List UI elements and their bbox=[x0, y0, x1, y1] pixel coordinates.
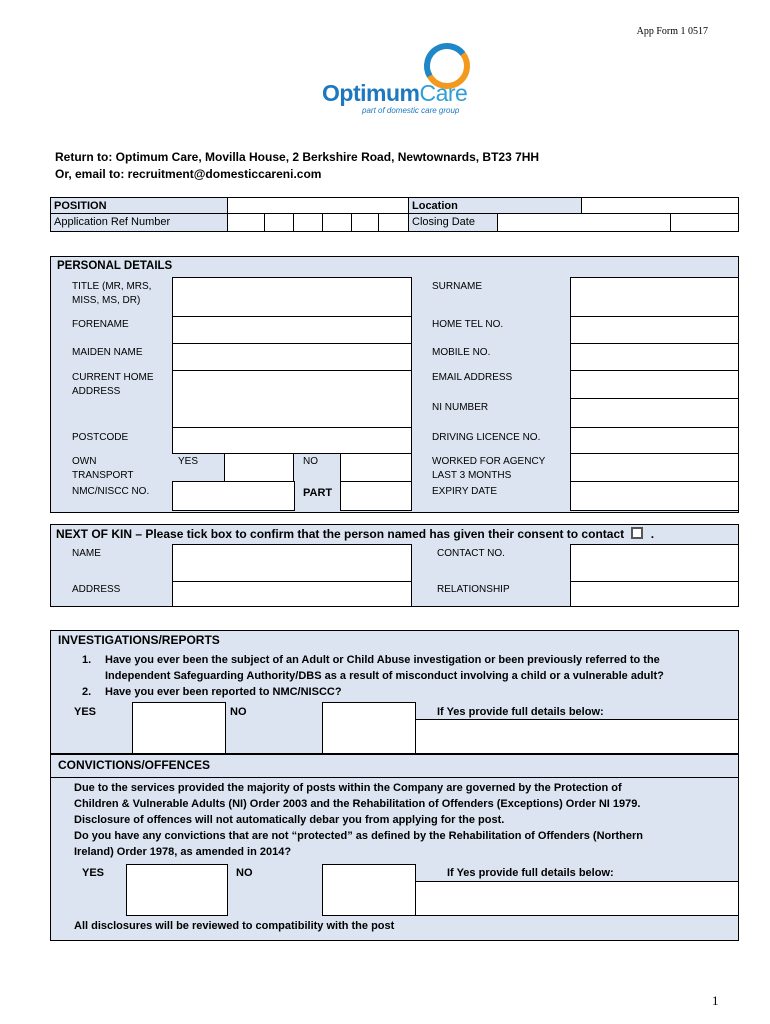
kin-address-input[interactable] bbox=[172, 581, 412, 607]
personal-details-header: PERSONAL DETAILS bbox=[57, 260, 173, 272]
convictions-yes-label: YES bbox=[82, 867, 105, 879]
logo-brand-part1: Optimum bbox=[322, 80, 420, 106]
ni-number-input[interactable] bbox=[570, 398, 739, 428]
own-transport-yes-box[interactable] bbox=[224, 453, 294, 482]
convictions-text-line1: Due to the services provided the majority of posts within the Company are governed by the Protection of bbox=[74, 782, 622, 794]
app-ref-box-2[interactable] bbox=[264, 213, 294, 232]
app-ref-box-6[interactable] bbox=[378, 213, 409, 232]
investigations-details-label: If Yes provide full details below: bbox=[437, 706, 604, 718]
logo bbox=[322, 40, 492, 120]
convictions-details-input[interactable] bbox=[415, 881, 739, 916]
email-input[interactable] bbox=[570, 370, 739, 399]
worked-agency-input[interactable] bbox=[570, 453, 739, 482]
app-ref-box-4[interactable] bbox=[322, 213, 352, 232]
investigations-q1-line2: Independent Safeguarding Authority/DBS as a result of misconduct involving a child or a vulnerable adult? bbox=[105, 670, 664, 682]
kin-contact-input[interactable] bbox=[570, 544, 739, 582]
home-tel-input[interactable] bbox=[570, 316, 739, 344]
closing-date-label: Closing Date bbox=[412, 216, 475, 228]
nmc-label: NMC/NISCC NO. bbox=[72, 486, 150, 497]
expiry-date-input[interactable] bbox=[570, 481, 739, 511]
convictions-details-label: If Yes provide full details below: bbox=[447, 867, 614, 879]
kin-relationship-label: RELATIONSHIP bbox=[437, 584, 510, 595]
closing-date-extra[interactable] bbox=[670, 213, 739, 232]
convictions-no-label: NO bbox=[236, 867, 253, 879]
own-transport-label: OWN TRANSPORT bbox=[72, 456, 134, 481]
title-input[interactable] bbox=[172, 277, 412, 317]
driving-licence-label: DRIVING LICENCE NO. bbox=[432, 432, 541, 443]
expiry-date-label: EXPIRY DATE bbox=[432, 486, 498, 497]
postcode-input[interactable] bbox=[172, 427, 412, 454]
convictions-question-line2: Ireland) Order 1978, as amended in 2014? bbox=[74, 846, 292, 858]
own-transport-no-label: NO bbox=[303, 456, 318, 467]
current-address-label: CURRENT HOME ADDRESS bbox=[72, 372, 154, 397]
consent-checkbox[interactable] bbox=[631, 527, 643, 539]
ni-number-label: NI NUMBER bbox=[432, 402, 489, 413]
return-email: Or, email to: recruitment@domesticcareni.com bbox=[55, 167, 322, 181]
convictions-question-line1: Do you have any convictions that are not “protected” as defined by the Rehabilitation of Offenders (Northern bbox=[74, 830, 644, 842]
kin-name-label: NAME bbox=[72, 548, 101, 559]
position-input[interactable] bbox=[227, 197, 409, 214]
next-of-kin-header bbox=[56, 527, 654, 541]
app-ref-label: Application Ref Number bbox=[54, 216, 171, 228]
kin-contact-label: CONTACT NO. bbox=[437, 548, 505, 559]
next-of-kin-header-text: NEXT OF KIN – Please tick box to confirm that the person named has given their consent to contact bbox=[56, 527, 625, 541]
location-input[interactable] bbox=[581, 197, 739, 214]
maiden-name-label: MAIDEN NAME bbox=[72, 347, 143, 358]
form-code: App Form 1 0517 bbox=[636, 26, 708, 37]
position-label-cell bbox=[50, 197, 228, 214]
investigations-no-label: NO bbox=[230, 706, 247, 718]
kin-address-label: ADDRESS bbox=[72, 584, 121, 595]
location-label-cell bbox=[408, 197, 582, 214]
email-label: EMAIL ADDRESS bbox=[432, 372, 513, 383]
logo-tagline: part of domestic care group bbox=[362, 106, 460, 115]
kin-name-input[interactable] bbox=[172, 544, 412, 582]
nmc-input[interactable] bbox=[172, 481, 295, 511]
convictions-footer: All disclosures will be reviewed to compatibility with the post bbox=[74, 920, 395, 932]
convictions-divider bbox=[50, 777, 739, 778]
own-transport-no-box[interactable] bbox=[340, 453, 412, 482]
investigations-yes-box[interactable] bbox=[132, 702, 226, 754]
forename-label: FORENAME bbox=[72, 319, 129, 330]
postcode-label: POSTCODE bbox=[72, 432, 129, 443]
investigations-header: INVESTIGATIONS/REPORTS bbox=[58, 633, 220, 647]
next-of-kin-header-period: . bbox=[650, 527, 655, 541]
part-input[interactable] bbox=[340, 481, 412, 511]
app-ref-label-cell bbox=[50, 213, 228, 232]
investigations-yes-label: YES bbox=[74, 706, 97, 718]
surname-input[interactable] bbox=[570, 277, 739, 317]
maiden-name-input[interactable] bbox=[172, 343, 412, 371]
kin-relationship-input[interactable] bbox=[570, 581, 739, 607]
own-transport-yes-label: YES bbox=[178, 456, 199, 467]
convictions-text-line3: Disclosure of offences will not automatically debar you from applying for the post. bbox=[74, 814, 505, 826]
investigations-no-box[interactable] bbox=[322, 702, 416, 754]
app-ref-box-3[interactable] bbox=[293, 213, 323, 232]
investigations-q1-number: 1. bbox=[82, 654, 92, 666]
convictions-yes-box[interactable] bbox=[126, 864, 228, 916]
part-label: PART bbox=[303, 487, 333, 499]
closing-date-input[interactable] bbox=[497, 213, 671, 232]
investigations-q2-number: 2. bbox=[82, 686, 92, 698]
convictions-no-box[interactable] bbox=[322, 864, 416, 916]
location-label: Location bbox=[412, 200, 458, 212]
home-tel-label: HOME TEL NO. bbox=[432, 319, 504, 330]
convictions-text-line2: Children & Vulnerable Adults (NI) Order 2003 and the Rehabilitation of Offenders (Exceptions) Order NI 1979. bbox=[74, 798, 641, 810]
investigations-details-input[interactable] bbox=[415, 719, 739, 754]
surname-label: SURNAME bbox=[432, 281, 483, 292]
current-address-input[interactable] bbox=[172, 370, 412, 428]
investigations-q2: Have you ever been reported to NMC/NISCC? bbox=[105, 686, 342, 698]
return-address: Return to: Optimum Care, Movilla House, 2 Berkshire Road, Newtownards, BT23 7HH bbox=[55, 150, 540, 164]
page-number: 1 bbox=[712, 993, 719, 1008]
title-label: TITLE (MR, MRS, MISS, MS, DR) bbox=[72, 281, 152, 306]
driving-licence-input[interactable] bbox=[570, 427, 739, 454]
convictions-header: CONVICTIONS/OFFENCES bbox=[58, 758, 211, 772]
mobile-input[interactable] bbox=[570, 343, 739, 371]
mobile-label: MOBILE NO. bbox=[432, 347, 491, 358]
worked-agency-label: WORKED FOR AGENCY LAST 3 MONTHS bbox=[432, 456, 546, 481]
app-ref-box-5[interactable] bbox=[351, 213, 379, 232]
logo-brand-part2: Care bbox=[419, 80, 468, 106]
app-ref-box-1[interactable] bbox=[227, 213, 265, 232]
forename-input[interactable] bbox=[172, 316, 412, 344]
position-label: POSITION bbox=[54, 200, 107, 212]
closing-date-label-cell bbox=[408, 213, 498, 232]
investigations-q1-line1: Have you ever been the subject of an Adult or Child Abuse investigation or been previously referred to the bbox=[105, 654, 660, 666]
